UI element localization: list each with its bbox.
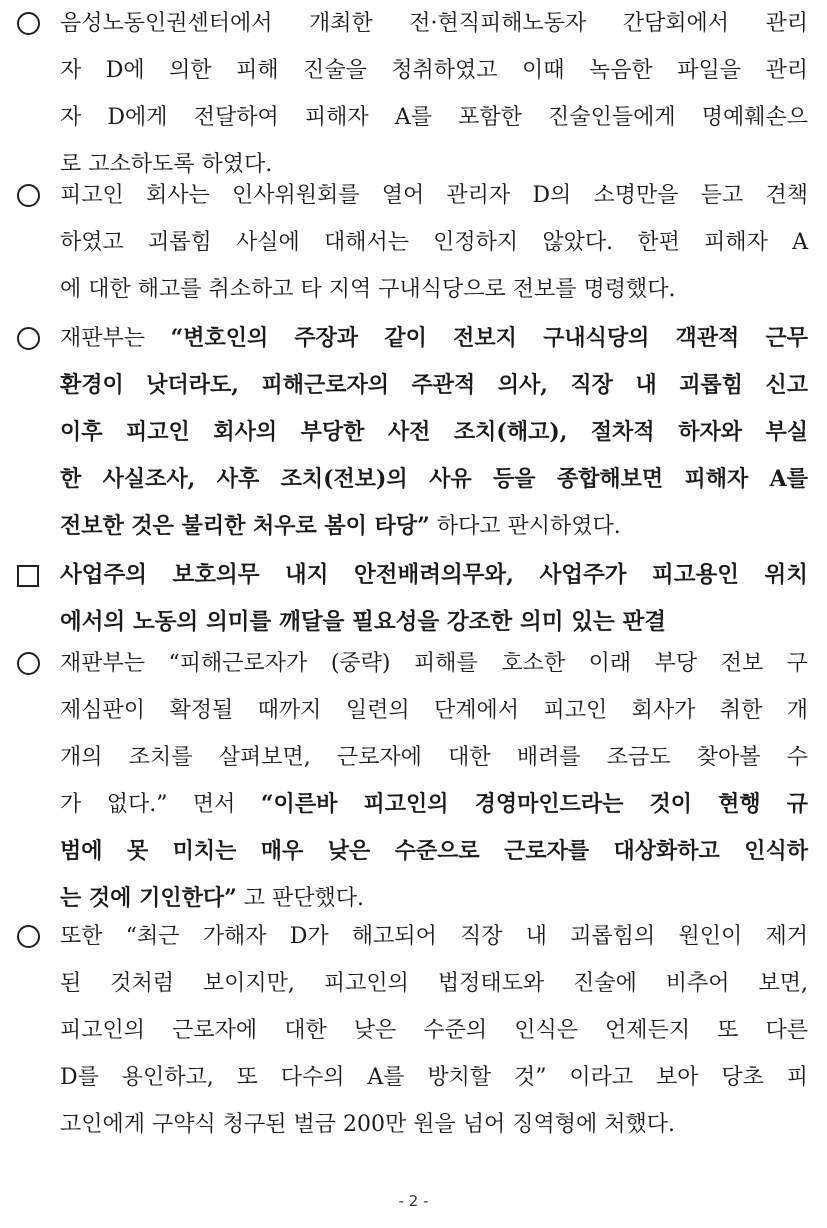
text-segment: 피고인 회사는 인사위원회를 열어 관리자 D의 소명만을 듣고 견책	[60, 183, 808, 208]
text-segment: 가 없다.” 면서	[60, 792, 261, 817]
text-line	[60, 1101, 808, 1148]
text-line	[60, 1007, 808, 1054]
text-line	[60, 409, 808, 456]
text-segment: 자 D에 의한 피해 진술을 청취하였고 이때 녹음한 파일을 관리	[60, 58, 808, 83]
text-line	[60, 0, 808, 47]
text-segment: 개의 조치를 살펴보면, 근로자에 대한 배려를 조금도 찾아볼 수	[60, 745, 808, 770]
bold-text: 전보한 것은 불리한 처우로 봄이 타당”	[60, 513, 430, 539]
circle-bullet-icon	[8, 172, 48, 219]
text-line	[60, 456, 808, 503]
text-segment: 에서의 노동의 의미를 깨달을 필요성을 강조한 의미 있는 판결	[60, 609, 667, 635]
text-segment: 음성노동인권센터에서 개최한 전·현직피해노동자 간담회에서 관리	[60, 11, 808, 36]
text-segment: 피고인의 근로자에 대한 낮은 수준의 인식은 언제든지 또 다른	[60, 1018, 808, 1043]
bullet-paragraph	[8, 640, 808, 922]
text-line	[60, 913, 808, 960]
bullet-paragraph	[8, 913, 808, 1148]
text-line	[60, 781, 808, 828]
text-segment: D를 용인하고, 또 다수의 A를 방치할 것” 이라고 보아 당초 피	[60, 1065, 808, 1090]
circle-bullet-icon	[8, 0, 48, 47]
text-segment: 재판부는 “피해근로자가 (중략) 피해를 호소한 이래 부당 전보 구	[60, 651, 808, 676]
section-heading	[8, 552, 808, 646]
bold-text: “이른바 피고인의 경영마인드라는 것이 현행 규	[260, 791, 808, 817]
text-line	[60, 640, 808, 687]
square-bullet-icon	[8, 552, 48, 599]
circle-bullet-icon	[8, 315, 48, 362]
bold-text: 한 사실조사, 사후 조치(전보)의 사유 등을 종합해보면 피해자 A를	[60, 466, 808, 492]
text-segment: 고 판단했다.	[236, 886, 364, 911]
text-segment: 사업주의 보호의무 내지 안전배려의무와, 사업주가 피고용인 위치	[60, 562, 808, 588]
bold-text: 이후 피고인 회사의 부당한 사전 조치(해고), 절차적 하자와 부실	[60, 419, 808, 445]
text-segment: 하였고 괴롭힘 사실에 대해서는 인정하지 않았다. 한편 피해자 A	[60, 230, 808, 255]
text-line	[60, 687, 808, 734]
text-line	[60, 172, 808, 219]
bold-text: 범에 못 미치는 매우 낮은 수준으로 근로자를 대상화하고 인식하	[60, 838, 808, 864]
text-segment: 재판부는	[60, 326, 171, 351]
text-segment: 고인에게 구약식 청구된 벌금 200만 원을 넘어 징역형에 처했다.	[60, 1112, 675, 1137]
bold-text: 는 것에 기인한다”	[60, 885, 237, 911]
text-line	[60, 1054, 808, 1101]
bullet-paragraph	[8, 315, 808, 550]
text-segment: 제심판이 확정될 때까지 일련의 단계에서 피고인 회사가 취한 개	[60, 698, 808, 723]
circle-bullet-icon	[8, 913, 48, 960]
text-segment: 자 D에게 전달하여 피해자 A를 포함한 진술인들에게 명예훼손으	[60, 105, 808, 130]
text-line	[60, 960, 808, 1007]
text-line	[60, 315, 808, 362]
bullet-paragraph	[8, 172, 808, 313]
bold-text: “변호인의 주장과 같이 전보지 구내식당의 객관적 근무	[170, 325, 808, 351]
text-line	[60, 362, 808, 409]
text-line	[60, 552, 808, 599]
text-line	[60, 599, 808, 646]
text-line	[60, 734, 808, 781]
circle-bullet-icon	[8, 640, 48, 687]
text-line	[60, 266, 808, 313]
text-segment: 하다고 판시하였다.	[429, 514, 621, 539]
text-line	[60, 47, 808, 94]
text-segment: 된 것처럼 보이지만, 피고인의 법정태도와 진술에 비추어 보면,	[60, 971, 808, 996]
bold-text: 환경이 낫더라도, 피해근로자의 주관적 의사, 직장 내 괴롭힘 신고	[60, 372, 808, 398]
text-line	[60, 219, 808, 266]
text-line	[60, 503, 808, 550]
text-line	[60, 94, 808, 141]
text-segment: 또한 “최근 가해자 D가 해고되어 직장 내 괴롭힘의 원인이 제거	[60, 924, 808, 949]
bullet-paragraph	[8, 0, 808, 188]
text-segment: 로 고소하도록 하였다.	[60, 152, 273, 177]
text-line	[60, 828, 808, 875]
text-segment: 에 대한 해고를 취소하고 타 지역 구내식당으로 전보를 명령했다.	[60, 277, 676, 302]
page-number: - 2 -	[398, 1192, 429, 1210]
